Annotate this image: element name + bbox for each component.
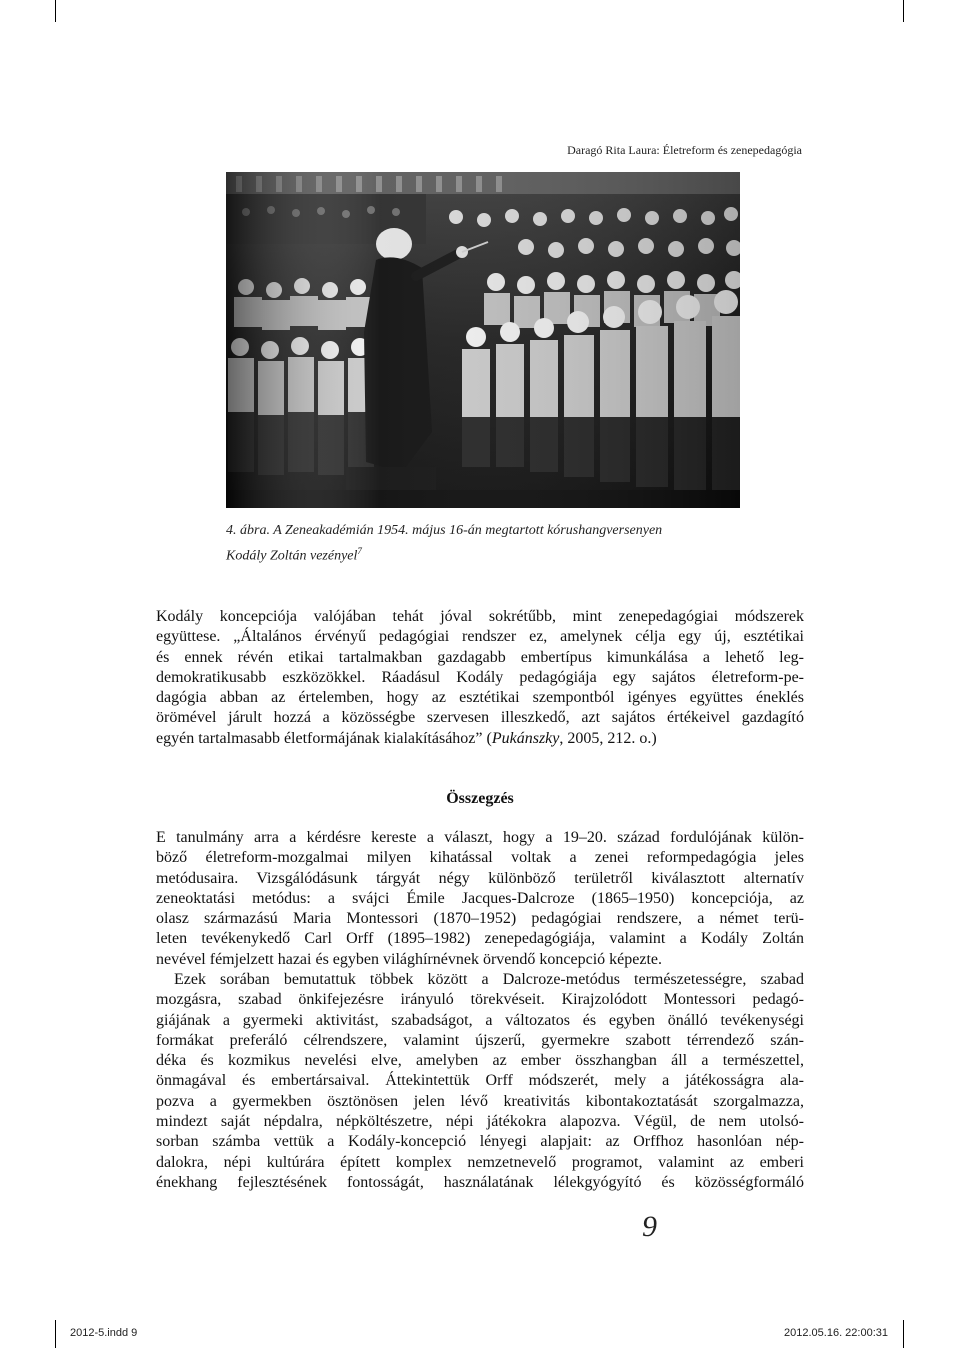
text-line: sorban számba vettük a Kodály-koncepció lényegi alapjait: az Orffhoz hasonlóan nép- (156, 1133, 804, 1151)
crop-mark-bottom-left (55, 1320, 56, 1348)
text-line: mozgásra, szabad önkifejezésre irányuló törekvéseit. Kirajzolódott Montessori pedagó- (156, 991, 804, 1009)
paragraph-summary-intro (156, 828, 804, 970)
text-line: pozva a gyermekben ösztönösen jelen lévő kreativitás kibontakoztatását szorgalmazza, (156, 1092, 804, 1110)
caption-line-2 (226, 541, 766, 567)
print-slug-file: 2012-5.indd 9 (70, 1327, 138, 1339)
section-heading: Összegzés (446, 790, 514, 807)
concert-photograph (226, 172, 740, 508)
crop-mark-bottom-right (903, 1320, 904, 1348)
crop-mark-top-right (903, 0, 904, 22)
paragraph-summary-methods (156, 970, 804, 1193)
text-line: metódusaira. Vizsgálódásunk tárgyát négy különböző területről kiválasztott alternatív (156, 869, 804, 887)
text-line: dagógia abban az értelemben, hogy az esztétikai szempontból igényes együttes éneklés (156, 689, 804, 707)
paragraph-kodaly-concept (156, 607, 804, 749)
quote-end-text: egyén tartalmasabb életformájának kialakításához” ( (156, 729, 492, 747)
text-line: olasz származású Maria Montessori (1870–1952) pedagógiai rendszere, a német terü- (156, 910, 804, 928)
text-line: dalokra, népi kultúrára épített komplex nemzetnevelő programot, valamint az emberi (156, 1153, 804, 1171)
caption-line-1: 4. ábra. A Zeneakadémián 1954. május 16-án megtartott kórushangversenyen (226, 523, 663, 538)
running-header: Daragó Rita Laura: Életreform és zenepedagógia (567, 143, 802, 157)
text-line: böző életreform-mozgalmai milyen kihatással voltak a zenei reformpedagógia jeles (156, 849, 804, 867)
text-line: giájának a gyermeki aktivitást, szabadságot, a változatos és egyben önálló tevékenységi (156, 1011, 804, 1029)
footnote-ref: 7 (357, 546, 362, 556)
cited-author: Pukánszky (491, 729, 560, 747)
text-line: mindezt saját népdalra, népköltészetre, népi játékokra alapozva. Végül, de nem utolsó- (156, 1113, 804, 1131)
text-line: demokratikusabb eszközökkel. Ráadásul Kodály pedagógiája egy sajátos életreform-pe- (156, 668, 804, 686)
figure-caption (226, 521, 766, 567)
page-number: 9 (642, 1210, 657, 1243)
caption-line-2-text: Kodály Zoltán vezényel (226, 548, 358, 564)
text-line: nevével fémjelzett hazai és egyben világhírnévnek örvendő koncepció képezte. (156, 950, 662, 968)
text-line: Ezek sorában bemutattuk többek között a Dalcroze-metódus természetességre, szabad (174, 971, 804, 988)
text-line (156, 729, 804, 749)
text-line: formákat preferáló célrendszere, valamint újszerű, gyermekre szabott térrendező szán- (156, 1031, 804, 1049)
text-line: Kodály koncepciója valójában tehát jóval sokrétűbb, mint zenepedagógiai módszerek (156, 608, 804, 625)
text-line: örömével járult hozzá a közösségbe szervesen illeszkedő, azt sajátos értékeivel gazdagító (156, 709, 804, 727)
text-line: együttese. „Általános érvényű pedagógiai rendszer ez, amelynek célja egy új, esztétikai (156, 628, 804, 646)
text-line: énekhang fejlesztésének fontosságát, használatának lélekgyógyító és közösségformáló (156, 1173, 804, 1191)
text-line: déka és kozmikus nevelési elve, amelyben az ember összhangban áll a természettel, (156, 1052, 804, 1070)
crop-mark-top-left (55, 0, 56, 22)
text-line: zeneoktatási metódus: a svájci Émile Jacques-Dalcroze (1865–1950) koncepciója, az (156, 889, 804, 907)
text-line: és ennek révén etikai tartalmakban gazdagabb embertípus kimunkálása a lehető leg- (156, 648, 804, 666)
print-slug-datetime: 2012.05.16. 22:00:31 (784, 1327, 888, 1339)
citation-rest: , 2005, 212. o.) (559, 729, 657, 747)
text-line: önmagával és embertársaival. Áttekintettük Orff módszerét, mely a játékosságra ala- (156, 1072, 804, 1090)
text-line: leten tevékenykedő Carl Orff (1895–1982) zenepedagógiája, valamint a Kodály Zoltán (156, 930, 804, 948)
text-line: E tanulmány arra a kérdésre kereste a választ, hogy a 19–20. század fordulójának külön- (156, 829, 804, 846)
